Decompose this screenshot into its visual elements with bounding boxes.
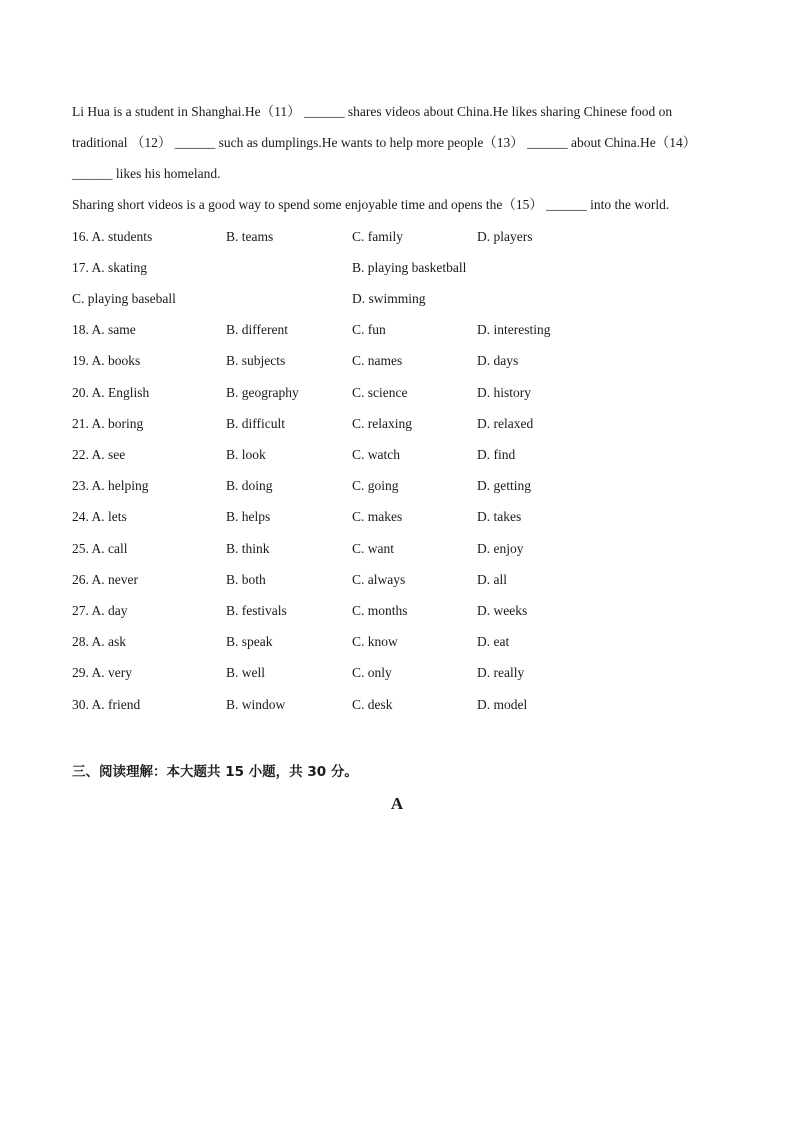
option-a: 20. A. English — [72, 385, 150, 400]
question-row-30 — [72, 697, 722, 715]
option-a: 26. A. never — [72, 572, 138, 587]
option-a: 24. A. lets — [72, 509, 127, 524]
option-b: B. subjects — [226, 353, 286, 368]
option-c: C. always — [352, 572, 406, 587]
option-a: 21. A. boring — [72, 416, 144, 431]
question-row-24 — [72, 509, 722, 527]
option-c: C. fun — [352, 322, 386, 337]
option-c: C. science — [352, 385, 408, 400]
question-row-23 — [72, 478, 722, 496]
question-row-19 — [72, 353, 722, 371]
option-c: C. only — [352, 665, 392, 680]
option-c: C. watch — [352, 447, 400, 462]
section-heading: 三、阅读理解：本大题共 15 小题，共 30 分。 — [72, 764, 358, 780]
option-c: C. going — [352, 478, 399, 493]
passage-label: A — [390, 794, 404, 813]
option-d-text: D. swimming — [352, 291, 426, 306]
passage-line-3: ______ likes his homeland. — [72, 166, 221, 181]
option-b: B. look — [226, 447, 266, 462]
option-b: B. well — [226, 665, 265, 680]
option-d: D. getting — [477, 478, 531, 493]
option-d: D. all — [477, 572, 507, 587]
option-d: D. history — [477, 385, 531, 400]
option-a: 18. A. same — [72, 322, 136, 337]
question-row-17 — [72, 260, 722, 278]
option-b: B. think — [226, 541, 270, 556]
option-d: D. interesting — [477, 322, 551, 337]
option-c: C. relaxing — [352, 416, 412, 431]
option-c: C. desk — [352, 697, 393, 712]
option-a: 27. A. day — [72, 603, 128, 618]
option-a: 19. A. books — [72, 353, 141, 368]
option-b: B. geography — [226, 385, 299, 400]
option-d: D. weeks — [477, 603, 528, 618]
passage-line-1: Li Hua is a student in Shanghai.He（11） ______ shares videos about China.He likes sharing Chinese food on — [72, 104, 673, 119]
option-b: B. speak — [226, 634, 273, 649]
question-row-18 — [72, 322, 722, 340]
option-c: C. months — [352, 603, 408, 618]
option-d: D. days — [477, 353, 519, 368]
option-d: D. takes — [477, 509, 522, 524]
option-a: 23. A. helping — [72, 478, 149, 493]
option-a: 30. A. friend — [72, 697, 141, 712]
option-c: C. know — [352, 634, 398, 649]
option-a: 28. A. ask — [72, 634, 126, 649]
option-d: D. really — [477, 665, 525, 680]
option-c: C. family — [352, 229, 403, 244]
option-a: 29. A. very — [72, 665, 132, 680]
option-d: D. model — [477, 697, 528, 712]
question-row-27 — [72, 603, 722, 621]
option-b: B. festivals — [226, 603, 287, 618]
option-b: B. teams — [226, 229, 274, 244]
option-a: 22. A. see — [72, 447, 126, 462]
option-b: B. different — [226, 322, 288, 337]
option-a: 25. A. call — [72, 541, 128, 556]
option-d: D. relaxed — [477, 416, 534, 431]
option-b: B. doing — [226, 478, 273, 493]
question-row-20 — [72, 385, 722, 403]
option-d: D. eat — [477, 634, 510, 649]
option-d: D. find — [477, 447, 516, 462]
question-row-21 — [72, 416, 722, 434]
option-b: B. difficult — [226, 416, 285, 431]
passage-line-4: Sharing short videos is a good way to spend some enjoyable time and opens the（15） ______ into the world. — [72, 197, 670, 212]
option-b-text: B. playing basketball — [352, 260, 467, 275]
question-row-17-cont — [72, 291, 722, 309]
option-c: C. want — [352, 541, 394, 556]
option-d: D. players — [477, 229, 533, 244]
option-c: C. names — [352, 353, 403, 368]
option-b: B. window — [226, 697, 286, 712]
option-a: 16. A. students — [72, 229, 153, 244]
option-c: C. makes — [352, 509, 403, 524]
question-row-28 — [72, 634, 722, 652]
passage-line-2: traditional （12） ______ such as dumplings.He wants to help more people（13） ______ about China.He（14） — [72, 135, 697, 150]
option-c-text: C. playing baseball — [72, 291, 176, 306]
option-a: 17. A. skating — [72, 260, 148, 275]
question-row-16 — [72, 229, 722, 247]
question-row-29 — [72, 665, 722, 683]
question-row-25 — [72, 541, 722, 559]
option-d: D. enjoy — [477, 541, 524, 556]
question-row-22 — [72, 447, 722, 465]
option-b: B. both — [226, 572, 266, 587]
question-row-26 — [72, 572, 722, 590]
option-b: B. helps — [226, 509, 271, 524]
